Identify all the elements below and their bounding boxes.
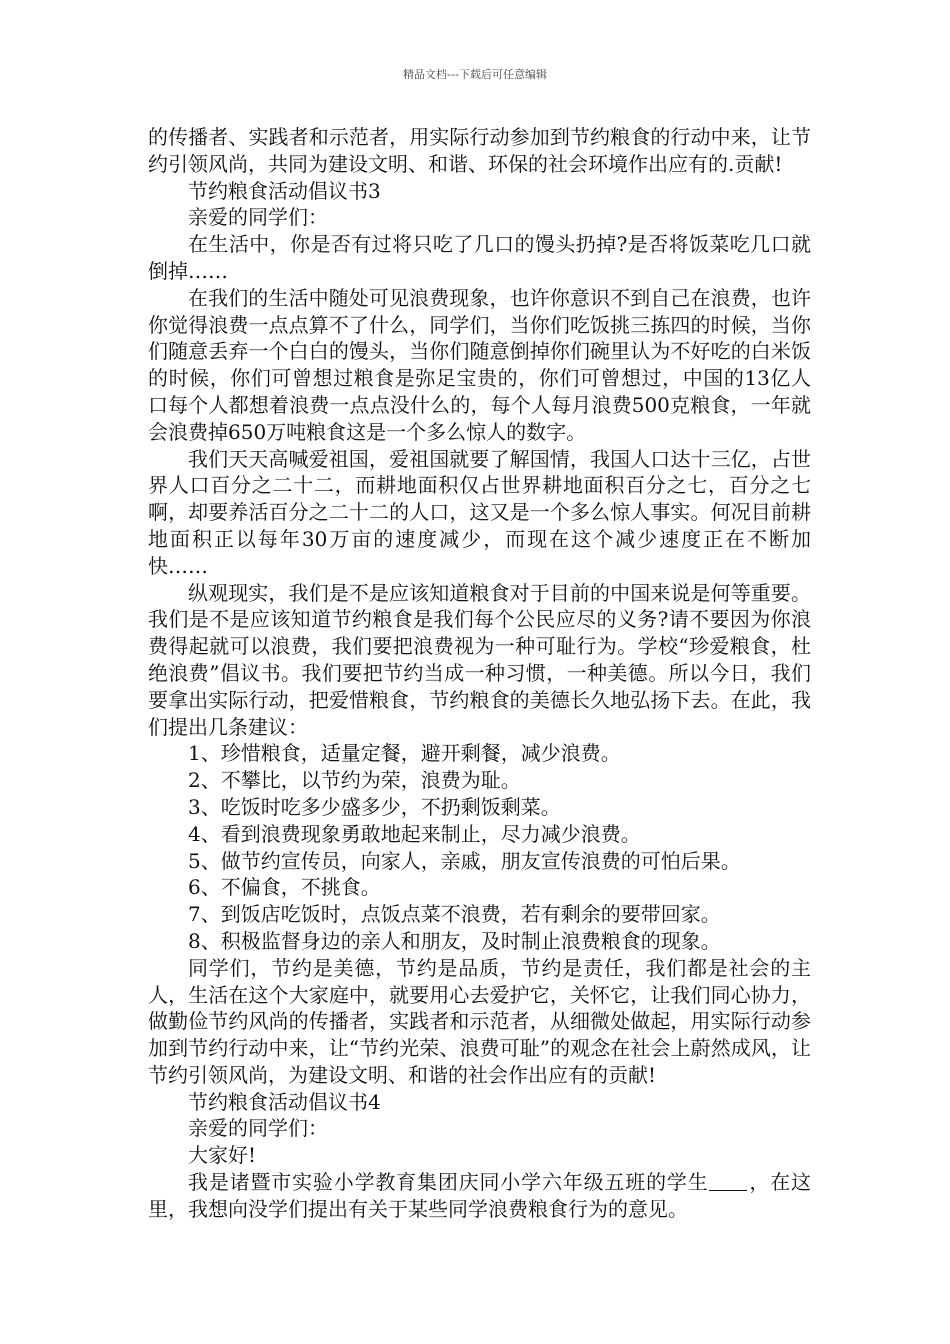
paragraph: 大家好!	[188, 1143, 257, 1168]
paragraph: 纵观现实，我们是不是应该知道粮食对于目前的中国来说是何等重要。我们是不是应该知道节约粮食是我们每个公民应尽的义务?请不要因为你浪费得起就可以浪费，我们要把浪费视为一种可耻行为。学校“珍爱粮食，杜绝浪费”倡议书。我们要把节约当成一种习惯，一种美德。所以今日，我们要拿出实际行动，把爱惜粮食，节约粮食的美德长久地弘扬下去。在此，我们提出几条建议：	[148, 580, 811, 739]
fill-in-blank	[709, 1172, 747, 1191]
paragraph: 同学们，节约是美德，节约是品质，节约是责任，我们都是社会的主人，生活在这个大家庭中，就要用心去爱护它，关怀它，让我们同心协力，做勤俭节约风尚的传播者，实践者和示范者，从细微处做起，用实际行动参加到节约行动中来，让“节约光荣、浪费可耻”的观念在社会上蔚然成风，让节约引领风尚，为建设文明、和谐的社会作出应有的贡献!	[148, 955, 811, 1087]
last-paragraph-end: ，在这里，我想向没学们提出有关于某些同学浪费粮食行为的意见。	[148, 1170, 812, 1221]
paragraph: 8、积极监督身边的亲人和朋友，及时制止浪费粮食的现象。	[188, 928, 721, 953]
paragraph: 7、到饭店吃饭时，点饭点菜不浪费，若有剩余的要带回家。	[188, 902, 721, 927]
paragraph: 节约粮食活动倡议书4	[188, 1089, 381, 1114]
paragraph-last	[148, 1169, 811, 1223]
paragraph: 3、吃饭时吃多少盛多少，不扔剩饭剩菜。	[188, 794, 561, 819]
paragraph: 1、珍惜粮食，适量定餐，避开剩餐，减少浪费。	[188, 741, 621, 766]
paragraph: 节约粮食活动倡议书3	[188, 178, 381, 203]
paragraph: 在我们的生活中随处可见浪费现象，也许你意识不到自己在浪费，也许你觉得浪费一点点算不了什么，同学们，当你们吃饭挑三拣四的时候，当你们随意丢弃一个白白的馒头，当你们随意倒掉你们碗里认为不好吃的白米饭的时候，你们可曾想过粮食是弥足宝贵的，你们可曾想过，中国的13亿人口每个人都想着浪费一点点没什么的，每个人每月浪费500克粮食，一年就会浪费掉650万吨粮食这是一个多么惊人的数字。	[148, 285, 811, 444]
paragraph: 亲爱的同学们：	[188, 1116, 328, 1141]
paragraph: 4、看到浪费现象勇敢地起来制止，尽力减少浪费。	[188, 821, 641, 846]
paragraph: 我们天天高喊爱祖国，爱祖国就要了解国情，我国人口达十三亿，占世界人口百分之二十二，而耕地面积仅占世界耕地面积百分之七，百分之七啊，却要养活百分之二十二的人口，这又是一个多么惊人事实。何况目前耕地面积正以每年30万亩的速度减少，而现在这个减少速度正在不断加快……	[148, 446, 811, 578]
paragraph: 6、不偏食，不挑食。	[188, 875, 381, 900]
paragraph: 的传播者、实践者和示范者，用实际行动参加到节约粮食的行动中来，让节约引领风尚，共同为建设文明、和谐、环保的社会环境作出应有的.贡献!	[148, 125, 811, 176]
page-header: 精品文档---下载后可任意编辑	[403, 68, 547, 81]
paragraph: 亲爱的同学们：	[188, 205, 328, 230]
last-paragraph-start: 我是诸暨市实验小学教育集团庆同小学六年级五班的学生	[188, 1170, 709, 1195]
paragraph: 5、做节约宣传员，向家人，亲戚，朋友宣传浪费的可怕后果。	[188, 848, 741, 873]
paragraph: 在生活中，你是否有过将只吃了几口的馒头扔掉?是否将饭菜吃几口就倒掉……	[148, 232, 811, 283]
document-body	[148, 124, 811, 1223]
paragraph: 2、不攀比，以节约为荣，浪费为耻。	[188, 768, 521, 793]
